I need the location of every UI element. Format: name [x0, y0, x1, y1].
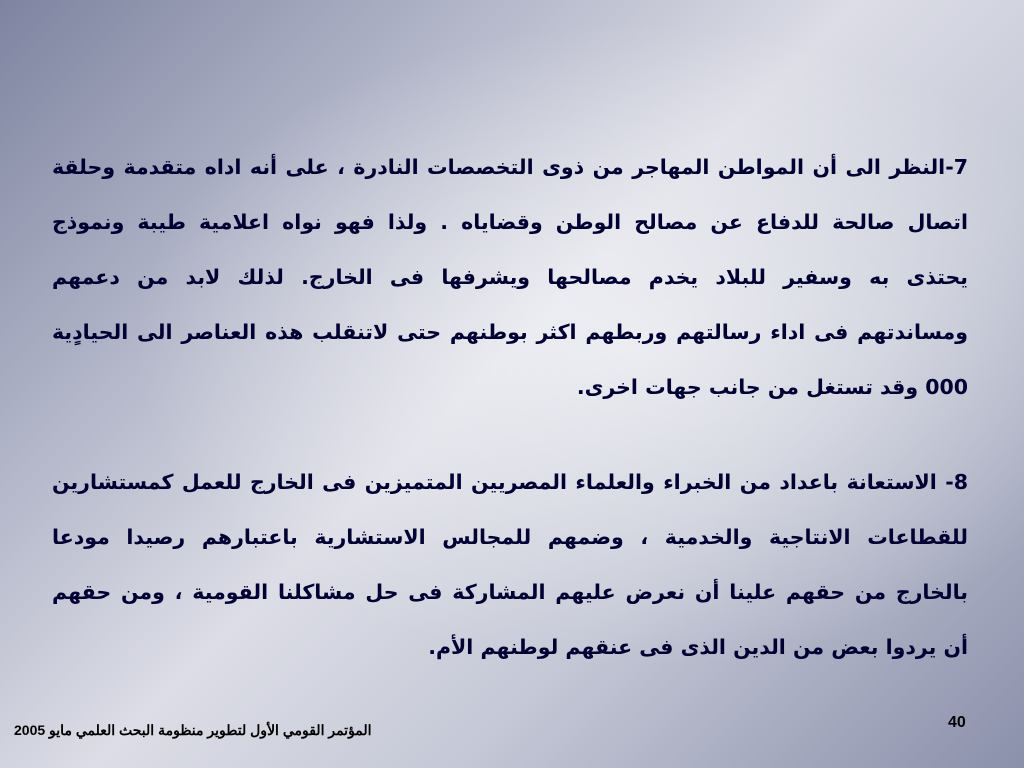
- paragraph-7: [52, 140, 968, 415]
- slide-body: [52, 140, 968, 675]
- paragraph-line: اتصال صالحة للدفاع عن مصالح الوطن وقضاياه . ولذا فهو نواه اعلامية طيبة ونموذج: [52, 210, 968, 234]
- page-number: 40: [948, 714, 966, 731]
- paragraph-line: بالخارج من حقهم علينا أن نعرض عليهم المشاركة فى حل مشاكلنا القومية ، ومن حقهم: [52, 580, 968, 604]
- footer-conference-text: المؤتمر القومي الأول لتطوير منظومة البحث العلمي مايو 2005: [14, 722, 372, 738]
- paragraph-line: أن يردوا بعض من الدين الذى فى عنقهم لوطنهم الأم.: [428, 635, 968, 659]
- paragraph-line: 8- الاستعانة باعداد من الخبراء والعلماء المصريين المتميزين فى الخارج للعمل كمستشارين: [52, 470, 968, 494]
- paragraph-8: [52, 455, 968, 675]
- paragraph-line: للقطاعات الانتاجية والخدمية ، وضمهم للمجالس الاستشارية باعتبارهم رصيدا مودعا: [52, 525, 968, 549]
- paragraph-line: 7-النظر الى أن المواطن المهاجر من ذوى التخصصات النادرة ، على أنه اداه متقدمة وحلقة: [52, 155, 968, 179]
- paragraph-line: 000 وقد تستغل من جانب جهات اخرى.: [576, 375, 968, 399]
- paragraph-line: يحتذى به وسفير للبلاد يخدم مصالحها ويشرفها فى الخارج. لذلك لابد من دعمهم: [52, 265, 968, 289]
- paragraph-line: ومساندتهم فى اداء رسالتهم وربطهم اكثر بوطنهم حتى لاتنقلب هذه العناصر الى الحيادٍية: [52, 320, 968, 344]
